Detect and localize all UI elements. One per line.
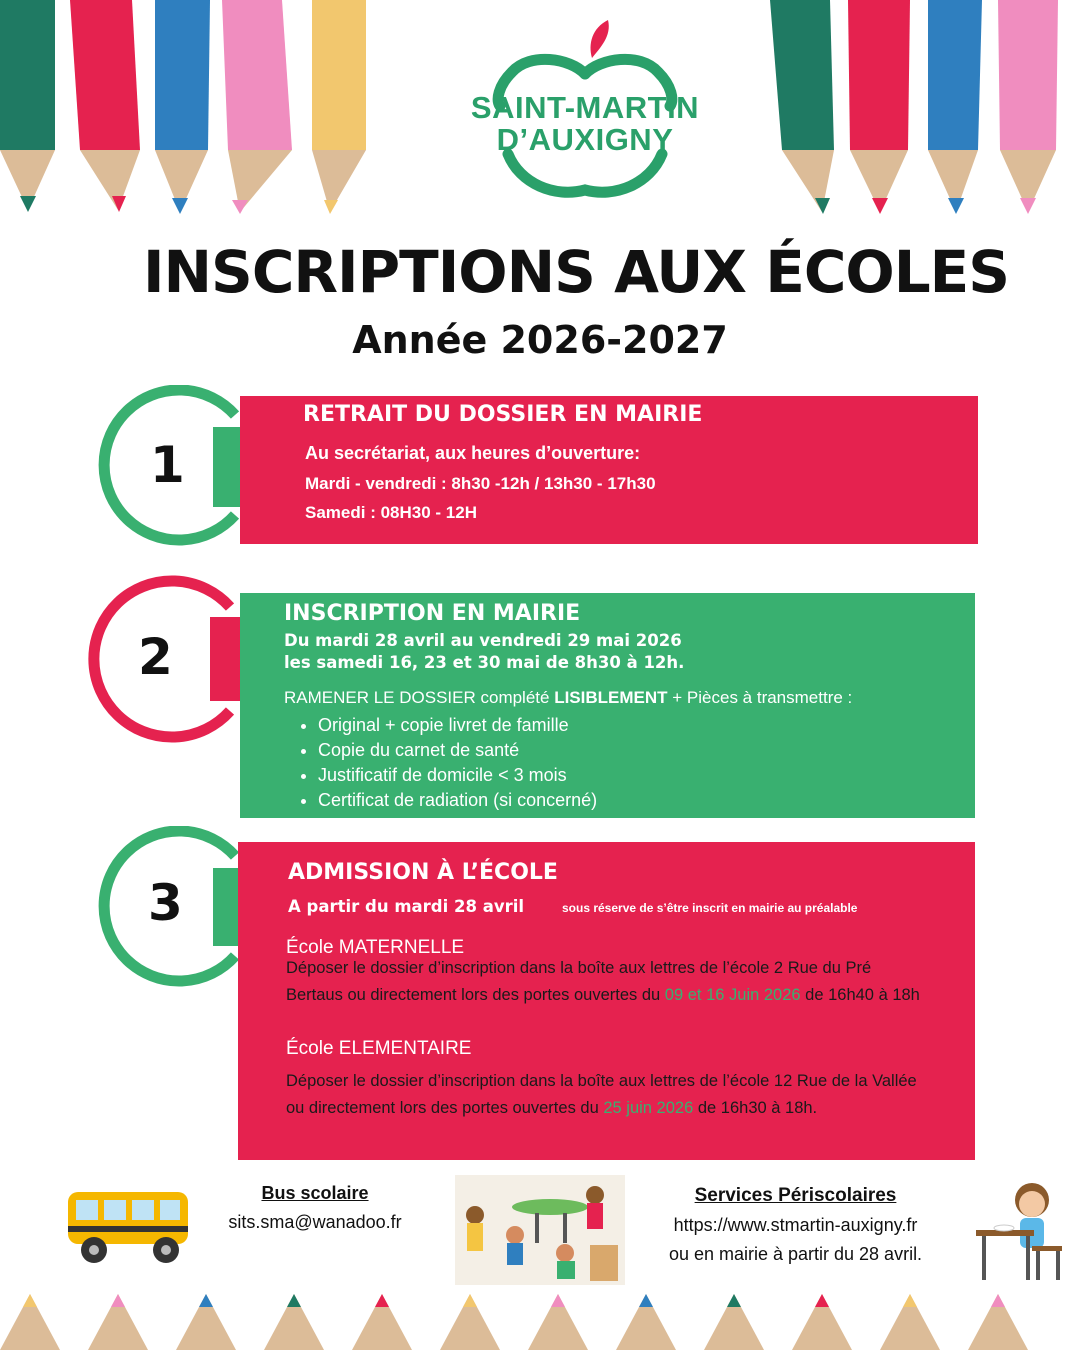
step2-dates1: Du mardi 28 avril au vendredi 29 mai 2026 [284, 631, 682, 650]
pencils-top-right [760, 0, 1080, 220]
step3-date: A partir du mardi 28 avril [288, 897, 525, 916]
page-subtitle: Année 2026-2027 [352, 318, 728, 362]
step2-intro-c: + Pièces à transmettre : [667, 688, 853, 707]
pencil-pink-right [998, 0, 1058, 214]
step3-heading: ADMISSION À L’ÉCOLE [288, 860, 558, 885]
pencil-blue [155, 0, 210, 214]
step3-note: sous réserve de s’être inscrit en mairie au préalable [562, 901, 858, 915]
step3-number: 3 [148, 874, 183, 932]
logo-line2: D’AUXIGNY [496, 122, 674, 157]
pencil-yellow [312, 0, 366, 214]
maternelle-text-b: de 16h40 à 18h [800, 986, 920, 1004]
page-title: INSCRIPTIONS AUX ÉCOLES [142, 238, 1010, 306]
elementaire-text-a: Déposer le dossier d’inscription dans la boîte aux lettres de l’école 12 Rue de la Vallée ou directement lors des portes ouvertes du [286, 1072, 917, 1117]
step1-box [240, 396, 978, 544]
step2-intro-a: RAMENER LE DOSSIER complété [284, 688, 555, 707]
pieces-list [298, 713, 597, 813]
elementaire-title: École ELEMENTAIRE [286, 1038, 472, 1059]
step3-box [238, 842, 975, 1160]
step2-dates2: les samedi 16, 23 et 30 mai de 8h30 à 12h. [284, 653, 685, 672]
pencils-bottom [0, 1290, 1080, 1350]
periscolaire-note: ou en mairie à partir du 28 avril. [668, 1244, 923, 1264]
periscolaire-url[interactable]: https://www.stmartin-auxigny.fr [673, 1215, 918, 1235]
step2-intro [284, 688, 852, 708]
pencil-lead-icon [199, 1294, 213, 1307]
logo-line1: SAINT-MARTIN [470, 90, 700, 125]
pencil-lead-icon [727, 1294, 741, 1307]
pencil-lead-icon [815, 1294, 829, 1307]
pencil-teal [0, 0, 55, 212]
list-item: • Copie du carnet de santé [318, 738, 597, 763]
school-bus-icon [62, 1182, 202, 1272]
step2-intro-b: LISIBLEMENT [554, 688, 668, 707]
elementaire-dates: 25 juin 2026 [603, 1099, 694, 1117]
logo-text [440, 92, 730, 156]
pencils-top-left [0, 0, 380, 220]
pencil-teal-right [770, 0, 834, 214]
pencil-lead-icon [639, 1294, 653, 1307]
pencil-lead-icon [375, 1294, 389, 1307]
pencil-lead-icon [903, 1294, 917, 1307]
step1-line3: Samedi : 08H30 - 12H [305, 503, 477, 522]
elementaire-text-b: de 16h30 à 18h. [693, 1099, 818, 1117]
maternelle-dates: 09 et 16 Juin 2026 [664, 986, 801, 1004]
periscolaire-title: Services Périscolaires [694, 1185, 897, 1206]
pencil-lead-icon [991, 1294, 1005, 1307]
pencil-lead-icon [551, 1294, 565, 1307]
pencil-red-right [848, 0, 910, 214]
list-item: • Original + copie livret de famille [318, 713, 597, 738]
step2-box [240, 593, 975, 818]
maternelle-text [286, 955, 926, 1009]
pencil-lead-icon [111, 1294, 125, 1307]
bus-title: Bus scolaire [261, 1183, 369, 1203]
list-item: • Certificat de radiation (si concerné) [318, 788, 597, 813]
girl-eating-icon [970, 1178, 1070, 1288]
pencil-pink [222, 0, 292, 214]
list-item: • Justificatif de domicile < 3 mois [318, 763, 597, 788]
bus-email[interactable]: sits.sma@wanadoo.fr [228, 1212, 402, 1232]
pencil-lead-icon [287, 1294, 301, 1307]
step1-line2: Mardi - vendredi : 8h30 -12h / 13h30 - 17h30 [305, 474, 656, 493]
step1-number: 1 [150, 436, 185, 494]
children-playing-icon [455, 1175, 625, 1285]
periscolaire-info [628, 1185, 963, 1265]
step2-heading: INSCRIPTION EN MAIRIE [284, 601, 581, 626]
step2-number: 2 [138, 628, 173, 686]
pencil-lead-icon [463, 1294, 477, 1307]
step1-line1: Au secrétariat, aux heures d’ouverture: [305, 443, 641, 463]
pencil-lead-icon [23, 1294, 37, 1307]
bus-info [190, 1183, 440, 1233]
step1-heading: RETRAIT DU DOSSIER EN MAIRIE [303, 402, 703, 427]
maternelle-text-a: Déposer le dossier d’inscription dans la boîte aux lettres de l’école 2 Rue du Pré Bertaus ou directement lors des portes ouvertes du [286, 959, 872, 1004]
maternelle-title: École MATERNELLE [286, 937, 465, 958]
pencil-red [70, 0, 140, 212]
elementaire-text [286, 1068, 926, 1122]
pencil-blue-right [928, 0, 982, 214]
